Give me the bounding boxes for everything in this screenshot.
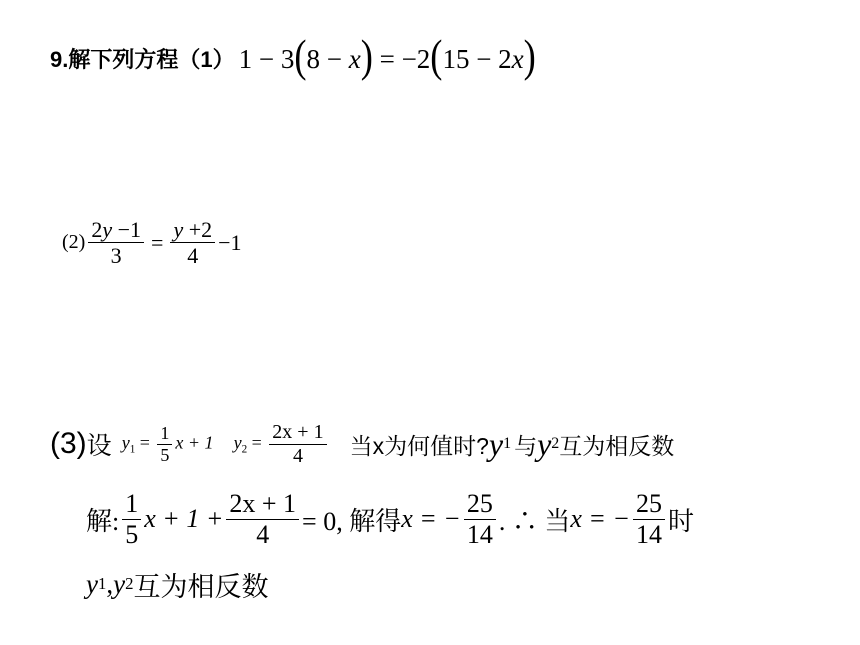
conclusion-comma: , xyxy=(106,568,114,599)
eq1-paren: ( xyxy=(430,30,443,81)
problem-heading: 9.解下列方程（1） xyxy=(50,46,235,72)
q-y2-var: y xyxy=(537,425,552,462)
eq2-denominator: 3 xyxy=(110,243,122,269)
problem-3-label: (3) xyxy=(50,427,87,460)
eq2-fraction-left xyxy=(88,218,144,267)
eq2-var: y xyxy=(173,217,184,242)
solution-when: 时 xyxy=(668,506,695,536)
y2-fraction xyxy=(269,422,326,467)
eq1-coef: 3 xyxy=(280,43,295,74)
eq1-term: 15 xyxy=(442,43,470,74)
eq1-var: x xyxy=(511,43,524,74)
eq1-paren: ( xyxy=(294,30,307,81)
y1-tail: x + 1 xyxy=(175,432,214,453)
fraction-denominator: 5 xyxy=(125,519,139,549)
y2-subscript: 2 xyxy=(241,443,248,456)
conclusion-line xyxy=(86,562,268,606)
solution-fraction-4 xyxy=(633,490,665,548)
solution-fraction-1 xyxy=(122,490,141,548)
conclusion-y1-subscript: 1 xyxy=(97,574,107,593)
eq1-op: − xyxy=(258,43,275,74)
fraction-numerator: 25 xyxy=(633,490,665,519)
y1-fraction xyxy=(157,424,172,465)
y1-equals: = xyxy=(139,432,150,453)
eq1-op: − xyxy=(326,43,342,74)
eq2-tail: −1 xyxy=(218,229,242,255)
solution-label: 解: xyxy=(86,506,120,536)
q-tail: 互为相反数 xyxy=(559,433,675,459)
problem-2-line xyxy=(62,218,242,267)
y2-numerator: 2x + 1 xyxy=(269,422,326,445)
solution-fraction-2 xyxy=(226,490,299,548)
problem-1-line xyxy=(50,30,536,81)
fraction-numerator: 1 xyxy=(122,490,141,519)
q-y2-subscript: 2 xyxy=(551,435,560,452)
y1-subscript: 1 xyxy=(129,443,136,456)
eq2-term: −1 xyxy=(117,217,142,242)
equation-1 xyxy=(238,30,536,81)
fraction-denominator: 14 xyxy=(466,519,493,549)
solution-equals-zero: = 0, 解得 xyxy=(302,506,402,536)
eq2-coef: 2 xyxy=(91,217,103,242)
solution-x-equals: x = − xyxy=(570,504,631,533)
eq1-paren: ) xyxy=(523,30,536,81)
conclusion-y2-subscript: 2 xyxy=(125,574,134,593)
eq1-equals: = xyxy=(379,43,395,74)
q-with: 与 xyxy=(514,433,538,459)
eq2-term: +2 xyxy=(188,217,213,242)
eq1-paren: ) xyxy=(360,30,373,81)
problem-3-set-word: 设 xyxy=(86,432,112,460)
solution-therefore: . ∴ 当 xyxy=(498,506,571,536)
eq1-coef: −2 xyxy=(401,43,431,74)
fraction-denominator: 14 xyxy=(636,519,663,549)
q-y1-var: y xyxy=(488,425,504,462)
fraction-numerator: 2x + 1 xyxy=(226,490,299,519)
y1-numerator: 1 xyxy=(157,424,172,445)
eq2-equals: = xyxy=(151,229,164,255)
y1-definition xyxy=(122,424,214,465)
solution-x-equals: x = − xyxy=(401,504,461,533)
fraction-numerator: 25 xyxy=(464,490,496,519)
y1-denominator: 5 xyxy=(160,444,170,465)
y1-var: y xyxy=(121,432,130,453)
conclusion-text: 互为相反数 xyxy=(133,571,269,602)
problem-3-question: 当x为何值时? xyxy=(349,432,489,459)
conclusion-y2-var: y xyxy=(113,568,126,599)
y2-definition xyxy=(234,422,330,467)
eq2-denominator: 4 xyxy=(187,243,199,269)
y2-denominator: 4 xyxy=(292,444,303,467)
eq2-fraction-right xyxy=(170,218,215,267)
eq1-term: 1 xyxy=(238,43,253,74)
eq2-var: y xyxy=(102,217,113,242)
solution-term: x + 1 + xyxy=(144,504,224,533)
eq1-var: x xyxy=(348,43,361,74)
solution-fraction-3 xyxy=(464,490,496,548)
q-y1-subscript: 1 xyxy=(503,435,512,452)
eq1-coef: 2 xyxy=(498,43,512,74)
problem-3-line xyxy=(50,412,674,476)
eq1-op: − xyxy=(476,43,492,74)
fraction-denominator: 4 xyxy=(256,519,270,549)
conclusion-y1-var: y xyxy=(86,568,98,599)
y2-var: y xyxy=(233,432,242,453)
eq1-term: 8 xyxy=(306,43,320,74)
y2-equals: = xyxy=(251,432,262,453)
solution-line xyxy=(86,480,694,558)
problem-2-label: (2) xyxy=(62,231,86,254)
